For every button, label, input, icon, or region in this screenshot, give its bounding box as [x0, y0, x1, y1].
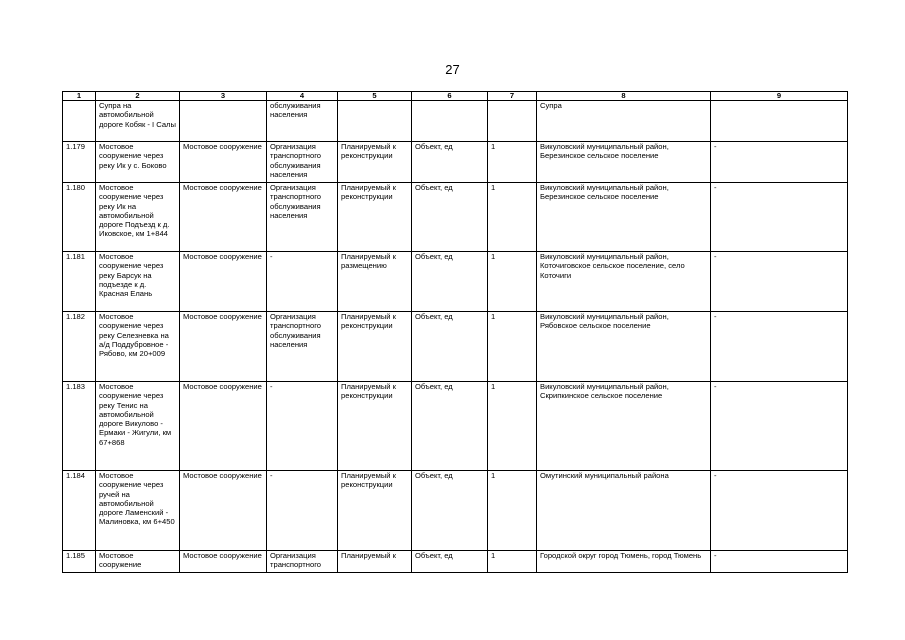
column-header: 5	[338, 92, 412, 101]
column-header: 4	[267, 92, 338, 101]
object-name-cell: Мостовое сооружение через реку Ик на автомобильной дороге Подъезд к д. Иковское, км 1+844	[96, 183, 180, 252]
location-cell: Супра	[537, 101, 711, 142]
status-cell: Планируемый к размещению	[338, 252, 412, 312]
purpose-cell: -	[267, 382, 338, 471]
location-cell: Викуловский муниципальный район, Березинское сельское поселение	[537, 183, 711, 252]
notes-cell: -	[711, 551, 848, 573]
object-type-cell: Мостовое сооружение	[180, 142, 267, 183]
object-type-cell: Мостовое сооружение	[180, 312, 267, 382]
status-cell: Планируемый к реконструкции	[338, 312, 412, 382]
unit-cell: Объект, ед	[412, 142, 488, 183]
purpose-cell: -	[267, 471, 338, 551]
unit-cell: Объект, ед	[412, 183, 488, 252]
object-type-cell: Мостовое сооружение	[180, 183, 267, 252]
row-number-cell: 1.179	[63, 142, 96, 183]
purpose-cell: Организация транспортного обслуживания населения	[267, 142, 338, 183]
location-cell: Викуловский муниципальный район, Рябовское сельское поселение	[537, 312, 711, 382]
column-header: 3	[180, 92, 267, 101]
column-header: 1	[63, 92, 96, 101]
notes-cell: -	[711, 382, 848, 471]
table-row	[63, 312, 848, 382]
unit-cell: Объект, ед	[412, 551, 488, 573]
row-number-cell: 1.185	[63, 551, 96, 573]
notes-cell	[711, 101, 848, 142]
table-row	[63, 551, 848, 573]
status-cell: Планируемый к реконструкции	[338, 382, 412, 471]
column-header: 2	[96, 92, 180, 101]
object-name-cell: Мостовое сооружение через реку Барсук на подъезде к д. Красная Елань	[96, 252, 180, 312]
table-row	[63, 471, 848, 551]
notes-cell: -	[711, 312, 848, 382]
table-row	[63, 101, 848, 142]
notes-cell: -	[711, 142, 848, 183]
row-number-cell	[63, 101, 96, 142]
quantity-cell: 1	[488, 252, 537, 312]
purpose-cell: Организация транспортного обслуживания населения	[267, 183, 338, 252]
object-name-cell: Мостовое сооружение через реку Тенис на автомобильной дороге Викулово - Ермаки - Жигули, км 67+868	[96, 382, 180, 471]
status-cell: Планируемый к реконструкции	[338, 142, 412, 183]
location-cell: Омутинский муниципальный района	[537, 471, 711, 551]
status-cell: Планируемый к	[338, 551, 412, 573]
notes-cell: -	[711, 252, 848, 312]
table-row	[63, 142, 848, 183]
quantity-cell: 1	[488, 142, 537, 183]
notes-cell: -	[711, 471, 848, 551]
purpose-cell: Организация транспортного	[267, 551, 338, 573]
object-type-cell: Мостовое сооружение	[180, 471, 267, 551]
object-type-cell	[180, 101, 267, 142]
unit-cell: Объект, ед	[412, 471, 488, 551]
location-cell: Городской округ город Тюмень, город Тюмень	[537, 551, 711, 573]
page-number: 27	[445, 62, 460, 77]
header-row	[63, 92, 848, 101]
status-cell: Планируемый к реконструкции	[338, 471, 412, 551]
object-type-cell: Мостовое сооружение	[180, 551, 267, 573]
data-table	[62, 91, 848, 573]
quantity-cell: 1	[488, 471, 537, 551]
purpose-cell: обслуживания населения	[267, 101, 338, 142]
column-header: 9	[711, 92, 848, 101]
object-name-cell: Мостовое сооружение через реку Селезневка на а/д Поддубровное - Рябово, км 20+009	[96, 312, 180, 382]
column-header: 6	[412, 92, 488, 101]
notes-cell: -	[711, 183, 848, 252]
row-number-cell: 1.181	[63, 252, 96, 312]
table-row	[63, 382, 848, 471]
unit-cell: Объект, ед	[412, 252, 488, 312]
location-cell: Викуловский муниципальный район, Березинское сельское поселение	[537, 142, 711, 183]
row-number-cell: 1.184	[63, 471, 96, 551]
object-name-cell: Мостовое сооружение через реку Ик у с. Боково	[96, 142, 180, 183]
unit-cell: Объект, ед	[412, 382, 488, 471]
unit-cell: Объект, ед	[412, 312, 488, 382]
quantity-cell: 1	[488, 551, 537, 573]
column-header: 7	[488, 92, 537, 101]
object-name-cell: Супра на автомобильной дороге Кобяк - I Салы	[96, 101, 180, 142]
row-number-cell: 1.180	[63, 183, 96, 252]
object-name-cell: Мостовое сооружение через ручей на автомобильной дороге Ламенский - Малиновка, км 6+450	[96, 471, 180, 551]
purpose-cell: -	[267, 252, 338, 312]
purpose-cell: Организация транспортного обслуживания населения	[267, 312, 338, 382]
object-type-cell: Мостовое сооружение	[180, 382, 267, 471]
status-cell: Планируемый к реконструкции	[338, 183, 412, 252]
quantity-cell: 1	[488, 312, 537, 382]
object-name-cell: Мостовое сооружение	[96, 551, 180, 573]
quantity-cell	[488, 101, 537, 142]
object-type-cell: Мостовое сооружение	[180, 252, 267, 312]
unit-cell	[412, 101, 488, 142]
column-header: 8	[537, 92, 711, 101]
table-row	[63, 252, 848, 312]
row-number-cell: 1.182	[63, 312, 96, 382]
row-number-cell: 1.183	[63, 382, 96, 471]
location-cell: Викуловский муниципальный район, Коточиговское сельское поселение, село Коточиги	[537, 252, 711, 312]
quantity-cell: 1	[488, 183, 537, 252]
status-cell	[338, 101, 412, 142]
location-cell: Викуловский муниципальный район, Скрипкинское сельское поселение	[537, 382, 711, 471]
quantity-cell: 1	[488, 382, 537, 471]
table-row	[63, 183, 848, 252]
